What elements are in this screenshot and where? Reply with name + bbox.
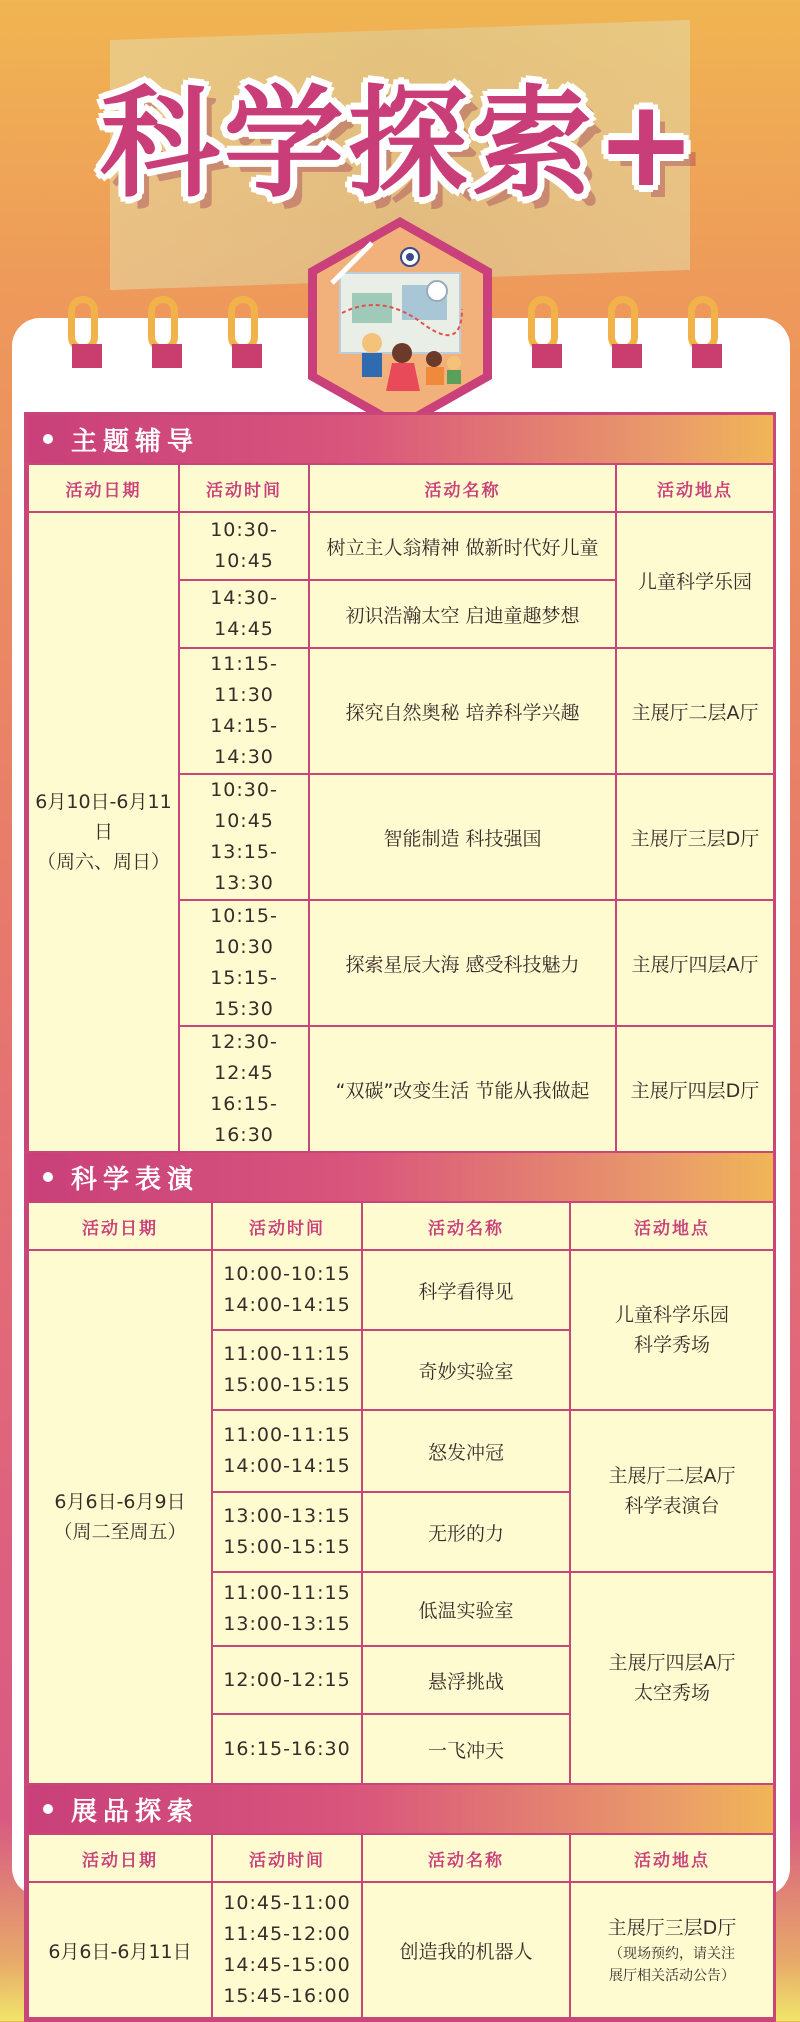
col-date: 活动日期 [28, 1202, 212, 1250]
col-name: 活动名称 [362, 1834, 570, 1882]
binder-ring [148, 296, 182, 366]
activity-time: 10:15-10:30 15:15-15:30 [179, 900, 309, 1026]
activity-location: 主展厅四层A厅 [616, 900, 774, 1026]
activity-time: 16:15-16:30 [212, 1714, 362, 1784]
binder-ring [228, 296, 262, 366]
activity-time: 12:30-12:45 16:15-16:30 [179, 1026, 309, 1152]
activity-time: 10:45-11:00 11:45-12:00 14:45-15:00 15:45-16:00 [212, 1882, 362, 2018]
section-header-guidance [27, 415, 773, 463]
activity-time: 11:00-11:15 15:00-15:15 [212, 1330, 362, 1410]
guidance-table [27, 463, 775, 1153]
activity-name: 奇妙实验室 [362, 1330, 570, 1410]
activity-name: 树立主人翁精神 做新时代好儿童 [309, 512, 616, 580]
activity-time: 12:00-12:15 [212, 1646, 362, 1714]
binder-ring [68, 296, 102, 366]
col-date: 活动日期 [28, 1834, 212, 1882]
col-date: 活动日期 [28, 464, 179, 512]
activity-name: 初识浩瀚太空 启迪童趣梦想 [309, 580, 616, 648]
binder-ring [608, 296, 642, 366]
table-header-row [28, 1202, 774, 1250]
table-row [28, 512, 774, 580]
page-title: 科学探索+ [99, 75, 701, 214]
section-title: 展品探索 [71, 1796, 200, 1827]
table-header-row [28, 1834, 774, 1882]
activity-time: 11:00-11:15 14:00-14:15 [212, 1410, 362, 1492]
activity-name: 悬浮挑战 [362, 1646, 570, 1714]
col-name: 活动名称 [309, 464, 616, 512]
bullet-icon [43, 1172, 53, 1182]
binder-ring [528, 296, 562, 366]
activity-location: 主展厅四层D厅 [616, 1026, 774, 1152]
activity-date: 6月10日-6月11日 （周六、周日） [28, 512, 179, 1152]
col-location: 活动地点 [616, 464, 774, 512]
activity-name: 智能制造 科技强国 [309, 774, 616, 900]
activity-name: 科学看得见 [362, 1250, 570, 1330]
section-title: 科学表演 [71, 1164, 200, 1195]
location-note: （现场预约，请关注 展厅相关活动公告） [609, 1946, 735, 1984]
col-location: 活动地点 [570, 1202, 774, 1250]
activity-time: 14:30-14:45 [179, 580, 309, 648]
location-label: 主展厅三层D厅 [607, 1917, 737, 1939]
activity-name: 低温实验室 [362, 1572, 570, 1646]
performance-table [27, 1201, 775, 1785]
activity-time: 10:30-10:45 [179, 512, 309, 580]
col-time: 活动时间 [212, 1834, 362, 1882]
activity-location: 主展厅二层A厅 科学表演台 [570, 1410, 774, 1572]
bullet-icon [43, 434, 53, 444]
activity-location: 主展厅三层D厅 [616, 774, 774, 900]
activity-name: 怒发冲冠 [362, 1410, 570, 1492]
activity-time: 13:00-13:15 15:00-15:15 [212, 1492, 362, 1572]
section-header-exhibits [27, 1785, 773, 1833]
activity-name: 一飞冲天 [362, 1714, 570, 1784]
activity-date: 6月6日-6月9日 （周二至周五） [28, 1250, 212, 1784]
col-time: 活动时间 [212, 1202, 362, 1250]
footer-gradient [0, 1896, 800, 2021]
col-time: 活动时间 [179, 464, 309, 512]
table-header-row [28, 464, 774, 512]
activity-time: 11:15-11:30 14:15-14:30 [179, 648, 309, 774]
section-title: 主题辅导 [71, 426, 200, 457]
section-header-performance [27, 1153, 773, 1201]
activity-date: 6月6日-6月11日 [28, 1882, 212, 2018]
schedule-board [24, 412, 776, 2022]
activity-name: “双碳”改变生活 节能从我做起 [309, 1026, 616, 1152]
kids-map-illustration [302, 213, 498, 435]
activity-name: 探索星辰大海 感受科技魅力 [309, 900, 616, 1026]
binder-ring [688, 296, 722, 366]
col-name: 活动名称 [362, 1202, 570, 1250]
activity-location: 儿童科学乐园 科学秀场 [570, 1250, 774, 1410]
activity-name: 创造我的机器人 [362, 1882, 570, 2018]
activity-time: 10:30-10:45 13:15-13:30 [179, 774, 309, 900]
activity-location: 儿童科学乐园 [616, 512, 774, 648]
activity-time: 10:00-10:15 14:00-14:15 [212, 1250, 362, 1330]
activity-time: 11:00-11:15 13:00-13:15 [212, 1572, 362, 1646]
activity-name: 无形的力 [362, 1492, 570, 1572]
col-location: 活动地点 [570, 1834, 774, 1882]
title-banner [0, 70, 800, 220]
activity-location: 主展厅二层A厅 [616, 648, 774, 774]
activity-name: 探究自然奥秘 培养科学兴趣 [309, 648, 616, 774]
activity-location: 主展厅四层A厅 太空秀场 [570, 1572, 774, 1784]
table-row [28, 1250, 774, 1330]
bullet-icon [43, 1804, 53, 1814]
